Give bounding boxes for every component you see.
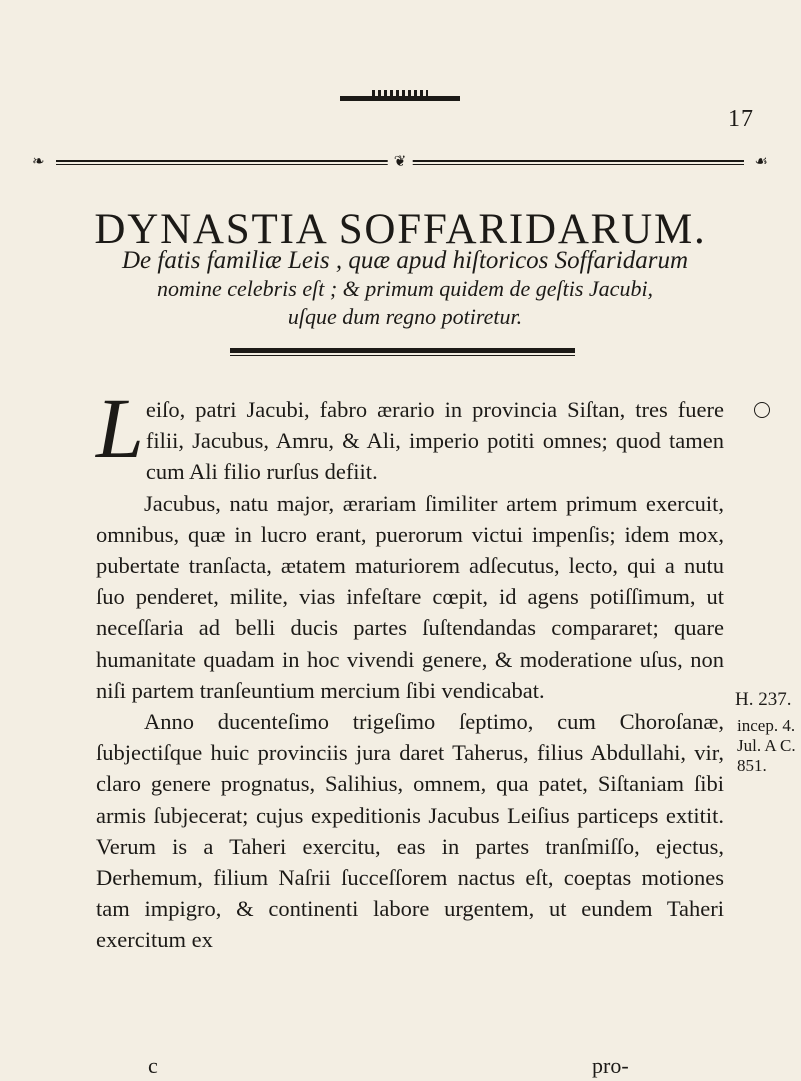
top-ornament-bar	[340, 96, 460, 101]
paragraph-3: Anno ducenteſimo trigeſimo ſeptimo, cum Choroſanæ, ſubjectiſque huic provinciis jura daret Taherus, filius Abdullahi, vir, claro genere prognatus, Salihius, omnem, qua patet, Siſtaniam ſibi armis ſubjecerat; cujus expeditionis Jacubus Leiſius particeps extitit. Verum is a Taheri exercitu, eas in partes tranſmiſſo, ejectus, Derhemum, filium Naſrii ſucceſſorem nactus eſt, coeptas motiones tam impigro, & continenti labore urgentem, ut eundem Taheri exercitum ex	[96, 709, 724, 953]
catchword: pro-	[592, 1053, 629, 1078]
header-rule	[30, 154, 770, 170]
body-text	[96, 380, 724, 956]
margin-note-hijra: H. 237.	[735, 689, 792, 710]
section-rule	[230, 348, 575, 353]
chapter-subtitle	[60, 247, 750, 331]
paragraph-1-text: eiſo, patri Jacubi, fabro ærario in provincia Siſtan, tres fuere filii, Jacubus, Amru, & Ali, imperio potiti omnes; quod tamen cum Ali filio rurſus defiit.	[145, 397, 724, 485]
page-number: 17	[728, 106, 754, 132]
subtitle-line-1: De fatis familiæ Leis , quæ apud hiſtoricos Soffaridarum	[121, 247, 688, 274]
left-fleuron-icon: ❧	[32, 154, 45, 170]
margin-note-year: 851.	[737, 756, 767, 775]
paragraph-2: Jacubus, natu major, ærariam ſimiliter artem primum exercuit, omnibus, quæ in lucro erant, puerorum victui impenſis; idem mox, pubertate tranſacta, ætatem maturiorem adſecutus, lecto, qui a nutu ſuo penderet, milite, vias infeſtare cœpit, id agens potiſſimum, ut neceſſaria ad belli ducis partes ſuſtendandas compararet; quare humanitate quadam in hoc vivendi genere, & moderatione uſus, non niſi partem tranſeuntium mercium ſibi vendicabat.	[96, 490, 724, 703]
drop-cap: L	[96, 380, 144, 476]
paragraph-1	[96, 380, 724, 488]
section-rule-thin	[230, 355, 575, 356]
right-fleuron-icon: ☙	[754, 154, 768, 170]
center-fleuron-icon: ❦	[388, 152, 413, 171]
subtitle-line-2: nomine celebris eſt ; & primum quidem de geſtis Jacubi,	[156, 276, 654, 301]
signature-mark: c	[148, 1053, 158, 1078]
margin-note-jul: Jul. A C.	[737, 736, 796, 755]
chapter-title: DYNASTIA SOFFARIDARUM.	[94, 205, 707, 253]
subtitle-line-3: uſque dum regno potiretur.	[287, 304, 523, 329]
margin-note-incep: incep. 4.	[737, 716, 796, 735]
marginal-mark-icon	[754, 402, 770, 418]
